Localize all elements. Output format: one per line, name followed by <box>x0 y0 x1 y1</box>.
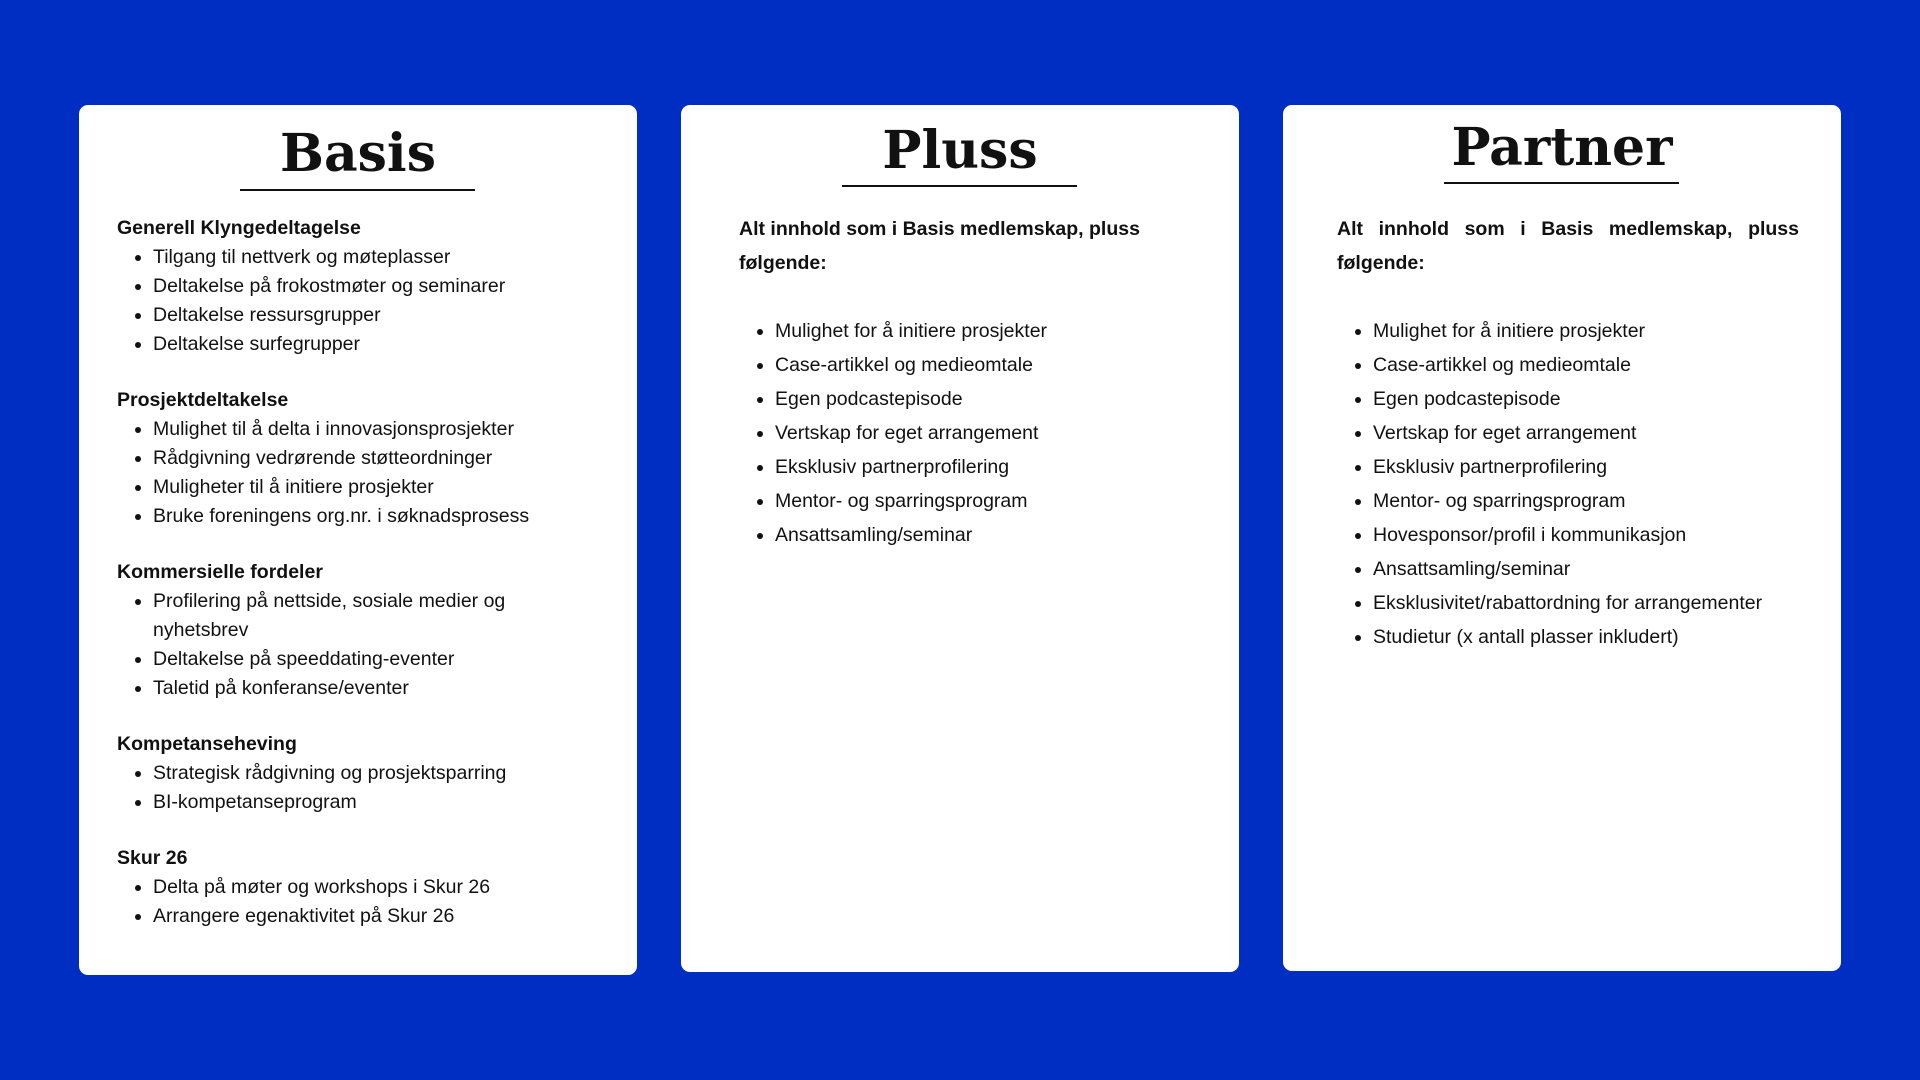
list-item: • Case-artikkel og medieomtale <box>1373 348 1799 382</box>
basis-section <box>117 844 597 931</box>
list-item: • Deltakelse på speeddating-eventer <box>153 645 597 674</box>
card-title: Basis <box>280 123 436 184</box>
benefit-list <box>739 314 1199 552</box>
list-item: • Delta på møter og workshops i Skur 26 <box>153 873 597 902</box>
benefit-list <box>117 415 597 531</box>
list-item: • Mentor- og sparringsprogram <box>1373 484 1799 518</box>
list-item: • Ansattsamling/seminar <box>1373 552 1799 586</box>
list-item: • Deltakelse ressursgrupper <box>153 301 597 330</box>
list-item: • Tilgang til nettverk og møteplasser <box>153 243 597 272</box>
list-item: • Arrangere egenaktivitet på Skur 26 <box>153 902 597 931</box>
list-item: • Profilering på nettside, sosiale medier og nyhetsbrev <box>153 587 597 645</box>
list-item: • Eksklusiv partnerprofilering <box>775 450 1199 484</box>
intro-line: Alt innhold som i Basis medlemskap, pluss <box>739 218 1140 240</box>
benefit-list <box>117 759 597 817</box>
pluss-content <box>739 212 1199 552</box>
section-heading: Skur 26 <box>117 847 188 869</box>
basis-section <box>117 214 597 359</box>
list-item: • Vertskap for eget arrangement <box>775 416 1199 450</box>
section-heading: Kommersielle fordeler <box>117 561 323 583</box>
list-item: • Mulighet til å delta i innovasjonsprosjekter <box>153 415 597 444</box>
intro-line: følgende: <box>1337 252 1425 274</box>
basis-section <box>117 386 597 531</box>
intro-text <box>1337 212 1799 280</box>
intro-line: følgende: <box>739 252 827 274</box>
list-item: • Egen podcastepisode <box>1373 382 1799 416</box>
benefit-list <box>1337 314 1799 654</box>
list-item: • Eksklusivitet/rabattordning for arrangementer <box>1373 586 1799 620</box>
list-item: • Mentor- og sparringsprogram <box>775 484 1199 518</box>
basis-section <box>117 558 597 703</box>
list-item: • Hovesponsor/profil i kommunikasjon <box>1373 518 1799 552</box>
card-title: Pluss <box>882 120 1038 181</box>
section-heading: Generell Klyngedeltagelse <box>117 217 361 239</box>
list-item: • Ansattsamling/seminar <box>775 518 1199 552</box>
basis-section <box>117 730 597 817</box>
title-underline <box>1444 182 1679 184</box>
basis-content <box>117 214 597 931</box>
partner-card <box>1283 105 1841 971</box>
basis-card <box>79 105 637 975</box>
list-item: • Bruke foreningens org.nr. i søknadsprosess <box>153 502 597 531</box>
list-item: • BI-kompetanseprogram <box>153 788 597 817</box>
title-underline <box>240 189 475 191</box>
list-item: • Taletid på konferanse/eventer <box>153 674 597 703</box>
list-item: • Deltakelse surfegrupper <box>153 330 597 359</box>
list-item: • Eksklusiv partnerprofilering <box>1373 450 1799 484</box>
list-item: • Muligheter til å initiere prosjekter <box>153 473 597 502</box>
partner-content <box>1337 212 1799 654</box>
pluss-card <box>681 105 1239 972</box>
card-title: Partner <box>1451 117 1673 178</box>
list-item: • Studietur (x antall plasser inkludert) <box>1373 620 1799 654</box>
section-heading: Kompetanseheving <box>117 733 297 755</box>
list-item: • Egen podcastepisode <box>775 382 1199 416</box>
list-item: • Mulighet for å initiere prosjekter <box>775 314 1199 348</box>
list-item: • Vertskap for eget arrangement <box>1373 416 1799 450</box>
list-item: • Deltakelse på frokostmøter og seminarer <box>153 272 597 301</box>
list-item: • Rådgivning vedrørende støtteordninger <box>153 444 597 473</box>
section-heading: Prosjektdeltakelse <box>117 389 289 411</box>
benefit-list <box>117 243 597 359</box>
intro-text <box>739 212 1199 280</box>
benefit-list <box>117 587 597 703</box>
list-item: • Strategisk rådgivning og prosjektsparring <box>153 759 597 788</box>
intro-line: Alt innhold som i Basis medlemskap, pluss <box>1337 218 1799 240</box>
list-item: • Mulighet for å initiere prosjekter <box>1373 314 1799 348</box>
list-item: • Case-artikkel og medieomtale <box>775 348 1199 382</box>
benefit-list <box>117 873 597 931</box>
title-underline <box>842 185 1077 187</box>
